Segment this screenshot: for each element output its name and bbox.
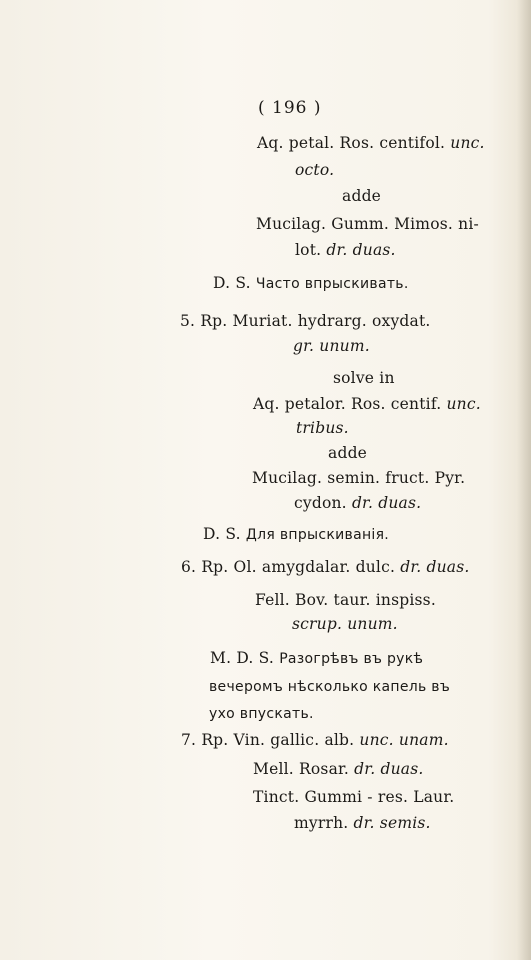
text-segment: unc. [450, 134, 485, 152]
text-line [293, 336, 370, 356]
text-segment: 6. Rp. Ol. amygdalar. dulc. [181, 558, 401, 576]
text-line [257, 133, 485, 153]
text-line [209, 703, 314, 724]
text-segment: unc. [446, 395, 481, 413]
text-segment: dr. semis. [353, 814, 431, 832]
text-segment: dr. duas. [400, 558, 470, 576]
text-segment: M. D. S. [210, 649, 280, 667]
text-segment: adde [328, 444, 368, 462]
text-line [295, 160, 334, 180]
text-segment: ухо впускать. [209, 706, 314, 722]
page-gutter-shadow [517, 0, 531, 960]
text-line [213, 273, 409, 294]
text-segment: Часто впрыскивать. [255, 276, 409, 292]
text-segment: scrup. unum. [292, 615, 398, 633]
text-segment: gr. unum. [293, 337, 370, 355]
text-line [292, 614, 398, 634]
text-line [295, 240, 396, 260]
text-line [181, 730, 449, 750]
text-segment: unc. unam. [359, 731, 449, 749]
text-segment: D. S. [213, 274, 256, 292]
text-line [333, 368, 395, 388]
text-line [296, 418, 349, 438]
page-number-header: ( 196 ) [258, 98, 322, 118]
text-line [253, 759, 423, 779]
text-segment: Fell. Bov. taur. inspiss. [255, 591, 436, 609]
text-segment: dr. duas. [326, 241, 396, 259]
text-line [255, 590, 436, 610]
text-segment: D. S. [203, 525, 246, 543]
text-line [342, 186, 381, 206]
text-segment: 5. Rp. Muriat. hydrarg. oxydat. [180, 312, 431, 330]
text-segment: Tinct. Gummi - res. Laur. [253, 788, 455, 806]
text-segment: Aq. petal. Ros. centifol. [257, 134, 451, 152]
text-segment: octo. [295, 161, 335, 179]
text-segment: вечеромъ нѣсколько капель въ [209, 679, 451, 695]
text-line [181, 557, 470, 577]
text-line [294, 493, 421, 513]
text-segment: solve in [333, 369, 395, 387]
text-line [180, 311, 431, 331]
text-segment: Mell. Rosar. [253, 760, 355, 778]
text-segment: dr. duas. [354, 760, 424, 778]
text-segment: Mucilag. semin. fruct. Pyr. [252, 469, 466, 487]
text-segment: Mucilag. Gumm. Mimos. ni- [256, 215, 479, 233]
text-segment: Aq. petalor. Ros. centif. [253, 395, 447, 413]
text-line [210, 648, 423, 669]
text-line [256, 214, 479, 234]
text-segment: myrrh. [294, 814, 354, 832]
text-segment: Разогрѣвъ въ рукѣ [279, 651, 424, 667]
text-segment: dr. duas. [351, 494, 422, 512]
text-line [253, 394, 481, 414]
text-line [294, 813, 431, 833]
text-segment: adde [342, 187, 382, 205]
text-segment: Для впрыскиванія. [245, 527, 390, 543]
text-segment: tribus. [296, 419, 349, 437]
text-segment: cydon. [294, 494, 352, 512]
text-line [252, 468, 465, 488]
text-line [203, 524, 389, 545]
text-segment: 7. Rp. Vin. gallic. alb. [181, 731, 360, 749]
text-line [328, 443, 367, 463]
text-segment: lot. [295, 241, 327, 259]
text-line [209, 676, 450, 697]
text-line [253, 787, 454, 807]
